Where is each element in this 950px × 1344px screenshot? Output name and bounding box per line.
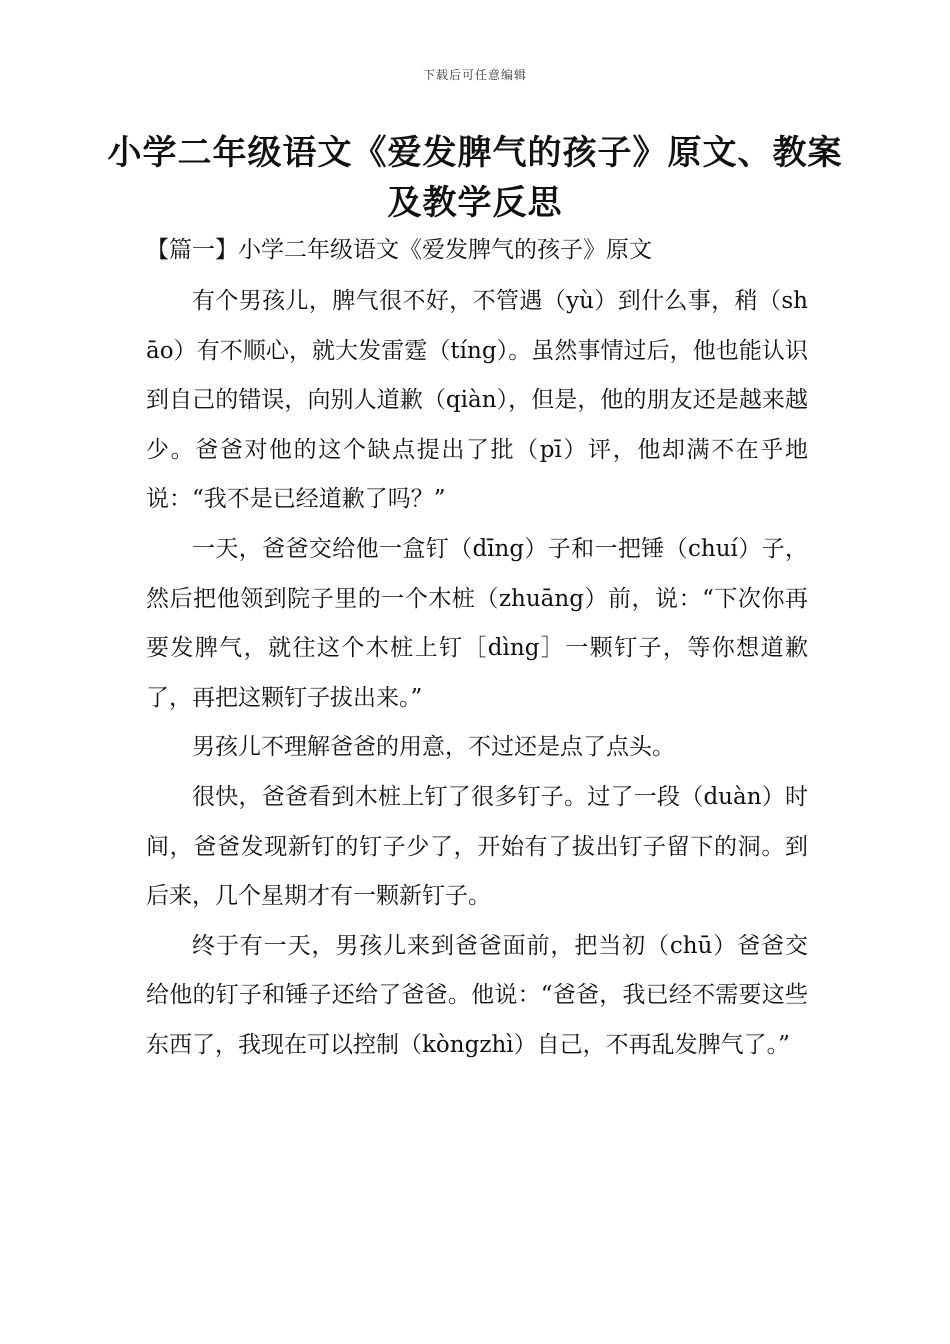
paragraph-1: 有个男孩儿，脾气很不好，不管遇（yù）到什么事，稍（shāo）有不顺心，就大发雷霆（tíng）。虽然事情过后，他也能认识到自己的错误，向别人道歉（qiàn），但是，他的朋友还是越来越少。爸爸对他的这个缺点提出了批（pī）评，他却满不在乎地说：“我不是已经道歉了吗？” [146, 288, 808, 513]
paragraph-3: 男孩儿不理解爸爸的用意，不过还是点了点头。 [192, 734, 675, 761]
section-heading: 【篇一】小学二年级语文《爱发脾气的孩子》原文 [146, 237, 652, 263]
paragraph-5: 终于有一天，男孩儿来到爸爸面前，把当初（chū）爸爸交给他的钉子和锤子还给了爸爸。他说：“爸爸，我已经不需要这些东西了，我现在可以控制（kòngzhì）自己，不再乱发脾气了。” [146, 932, 808, 1058]
paragraph-2: 一天，爸爸交给他一盒钉（dīng）子和一把锤（chuí）子，然后把他领到院子里的一个木桩（zhuāng）前，说：“下次你再要发脾气，就往这个木桩上钉［dìng］一颗钉子，等你想道歉了，再把这颗钉子拔出来。” [146, 535, 808, 711]
header-note: 下载后可任意编辑 [422, 68, 527, 82]
paragraph-4: 很快，爸爸看到木桩上钉了很多钉子。过了一段（duàn）时间，爸爸发现新钉的钉子少了，开始有了拔出钉子留下的洞。到后来，几个星期才有一颗新钉子。 [146, 783, 808, 910]
document-body [146, 277, 808, 1071]
document-title: 小学二年级语文《爱发脾气的孩子》原文、教案及教学反思 [107, 133, 843, 223]
